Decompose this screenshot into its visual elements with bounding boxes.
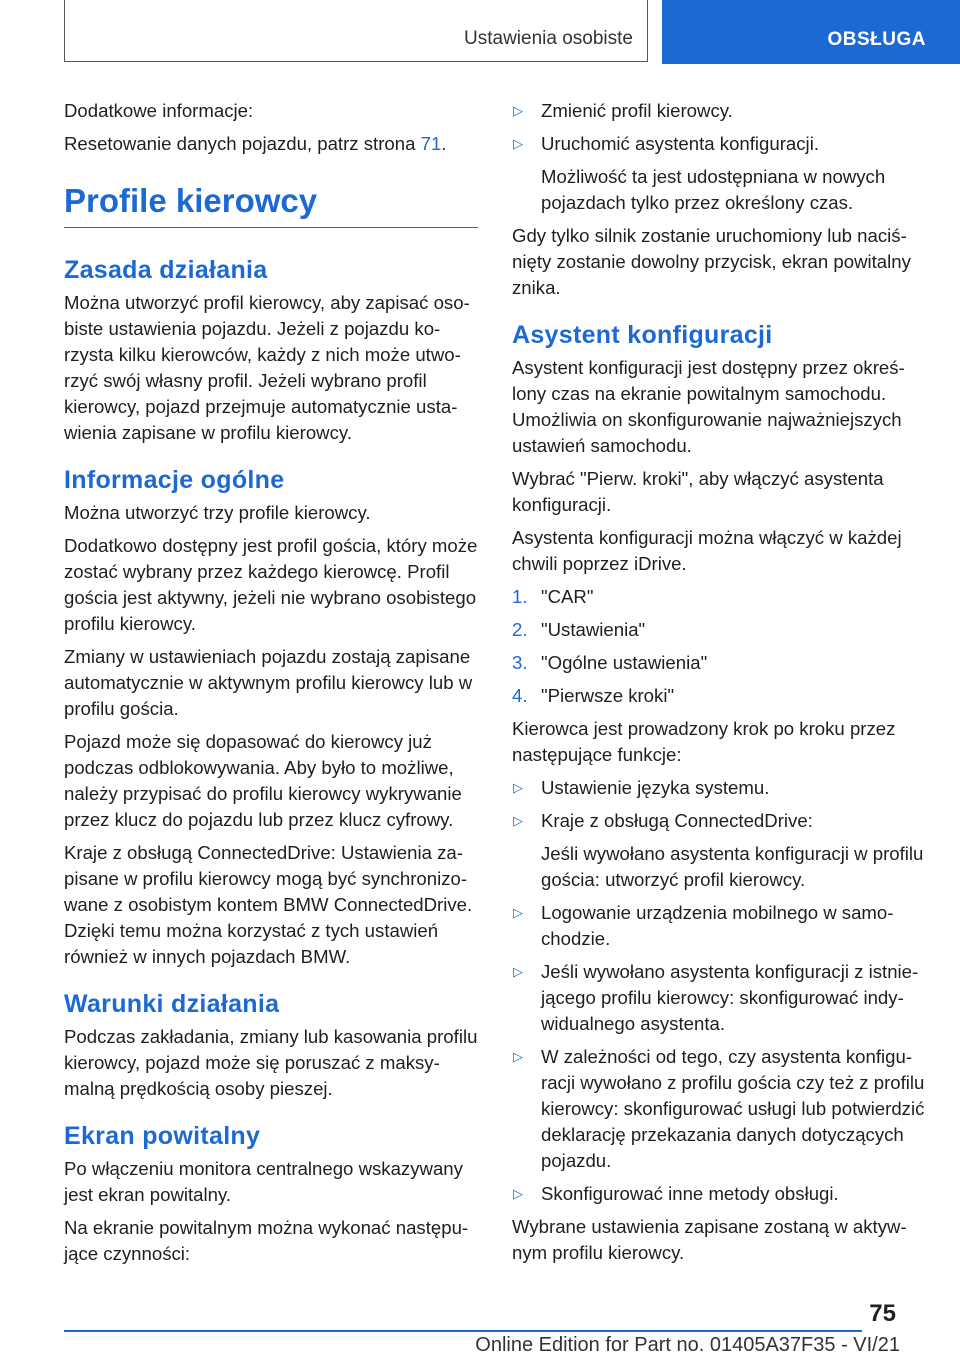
paragraph: Kraje z obsługą ConnectedDrive: Ustawienia zapisane w profilu kierowcy mogą być synchronizowane z osobistym kontem BMW ConnectedDrive. Dzięki temu można korzystać z tych ustawień również w innych pojazdach BMW. [64,842,473,967]
list-item: ▷ Logowanie urządzenia mobilnego w samochodzie. [513,902,894,949]
footer-divider [64,1330,862,1332]
page-reference-link[interactable]: 71 [420,133,442,154]
list-item: ▷ W zależności od tego, czy asystenta konfiguracji wywołano z profilu gościa czy też z profilu kierowcy: skonfigurować usługi lub potwierdzić deklarację przekazania danych dotyczących pojazdu. [513,1046,925,1171]
page-number: 75 [869,1300,896,1327]
paragraph: Wybrane ustawienia zapisane zostaną w aktywnym profilu kierowcy. [512,1216,907,1263]
footer-edition: Online Edition for Part no. 01405A37F35 - VI/21 [475,1334,900,1356]
paragraph: Asystenta konfiguracji można włączyć w każdej chwili poprzez iDrive. [512,527,902,574]
step-item: 2. "Ustawienia" [512,619,646,640]
chapter-title: OBSŁUGA [827,29,926,50]
triangle-bullet-icon: ▷ [513,780,523,795]
triangle-bullet-icon: ▷ [513,103,523,118]
paragraph: Na ekranie powitalnym można wykonać następujące czynności: [64,1217,469,1264]
step-item: 4. "Pierwsze kroki" [512,685,675,706]
section-heading-warunki: Warunki działania [64,990,280,1018]
section-heading-informacje: Informacje ogólne [64,466,285,494]
triangle-bullet-icon: ▷ [513,1186,523,1201]
left-column [64,98,478,1274]
header-section-box [64,0,648,62]
page-header [0,0,960,64]
paragraph: Kierowca jest prowadzony krok po kroku przez następujące funkcje: [512,718,896,765]
step-item: 3. "Ogólne ustawienia" [512,652,708,673]
paragraph: Pojazd może się dopasować do kierowcy już podczas odblokowywania. Aby było to możliwe, należy przypisać do profilu kierowcy wykrywanie przez klucz do pojazdu lub przez klucz cyfrowy. [64,731,462,830]
list-item: ▷ Jeśli wywołano asystenta konfiguracji z istniejącego profilu kierowcy: skonfigurować indywidualnego asystenta. [513,961,919,1034]
section-title: Ustawienia osobiste [464,28,633,49]
triangle-bullet-icon: ▷ [513,964,523,979]
step-item: 1. "CAR" [512,586,594,607]
paragraph: Wybrać "Pierw. kroki", aby włączyć asystenta konfiguracji. [512,468,884,515]
list-item: ▷ Kraje z obsługą ConnectedDrive: Jeśli wywołano asystenta konfiguracji w profilu gościa: utworzyć profil kierowcy. [513,810,924,890]
chapter-tab [662,0,960,64]
triangle-bullet-icon: ▷ [513,905,523,920]
paragraph: Dodatkowo dostępny jest profil gościa, który może zostać wybrany przez każdego kierowcę. Profil gościa jest aktywny, jeżeli nie wybrano osobistego profilu kierowcy. [64,535,478,634]
intro-label: Dodatkowe informacje: [64,100,254,121]
list-item: ▷ Ustawienie języka systemu. [512,775,926,801]
triangle-bullet-icon: ▷ [513,136,523,151]
paragraph: Można utworzyć trzy profile kierowcy. [64,502,371,523]
bullet-list-top [512,98,926,216]
intro-paragraph: Resetowanie danych pojazdu, patrz strona 71. [64,133,447,154]
list-item: ▷ Skonfigurować inne metody obsługi. [512,1181,926,1207]
triangle-bullet-icon: ▷ [513,813,523,828]
steps-list [512,584,926,709]
list-item: ▷ Uruchomić asystenta konfiguracji. Możliwość ta jest udostępniana w nowych pojazdach tylko przez określony czas. [513,133,886,213]
list-item: ▷ Zmienić profil kierowcy. [512,98,926,124]
chapter-heading: Profile kierowcy [64,181,478,228]
right-column [512,98,926,1273]
section-heading-zasada: Zasada działania [64,256,268,284]
paragraph: Gdy tylko silnik zostanie uruchomiony lub naciśnięty zostanie dowolny przycisk, ekran powitalny znika. [512,225,911,298]
paragraph: Można utworzyć profil kierowcy, aby zapisać osobiste ustawienia pojazdu. Jeżeli z pojazdu korzysta kilku kierowców, każdy z nich może utworzyć swój własny profil. Jeżeli wybrano profil kierowcy, pojazd przejmuje automatycznie ustawienia zapisane w profilu kierowcy. [64,292,470,443]
section-heading-asystent: Asystent konfiguracji [512,321,773,349]
section-heading-ekran: Ekran powitalny [64,1122,261,1150]
paragraph: Po włączeniu monitora centralnego wskazywany jest ekran powitalny. [64,1158,463,1205]
paragraph: Zmiany w ustawieniach pojazdu zostają zapisane automatycznie w aktywnym profilu kierowcy lub w profilu gościa. [64,646,473,719]
paragraph: Podczas zakładania, zmiany lub kasowania profilu kierowcy, pojazd może się poruszać z maksymalną prędkością osoby pieszej. [64,1026,478,1099]
triangle-bullet-icon: ▷ [513,1049,523,1064]
bullet-list-bottom [512,775,926,1207]
paragraph: Asystent konfiguracji jest dostępny przez określony czas na ekranie powitalnym samochodu. Umożliwia on skonfigurowanie najważniejszych ustawień samochodu. [512,357,905,456]
